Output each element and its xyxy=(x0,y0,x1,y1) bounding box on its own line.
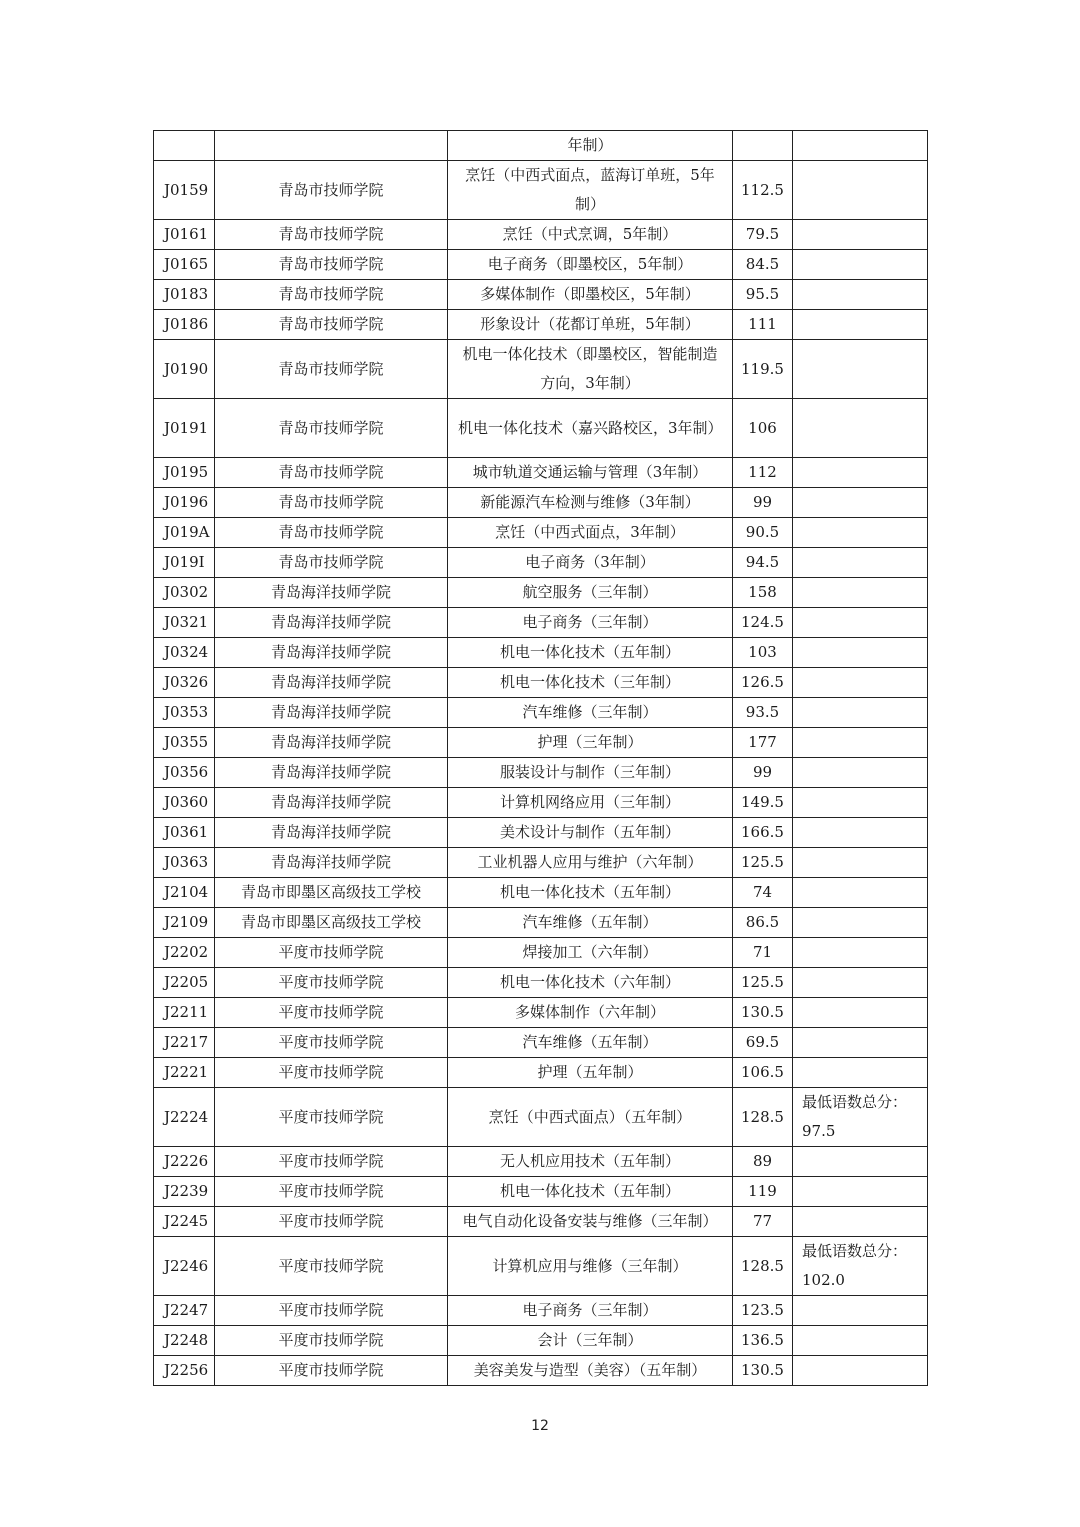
cell-code: J2224 xyxy=(154,1088,215,1147)
table-row xyxy=(154,1296,928,1326)
cell-note xyxy=(793,578,928,608)
cell-score: 158 xyxy=(733,578,793,608)
cell-major: 形象设计（花都订单班，5年制） xyxy=(448,310,733,340)
cell-school: 青岛海洋技师学院 xyxy=(215,728,448,758)
table-row xyxy=(154,818,928,848)
cell-code: J0361 xyxy=(154,818,215,848)
cell-note xyxy=(793,878,928,908)
cell-school: 青岛海洋技师学院 xyxy=(215,668,448,698)
cell-major: 城市轨道交通运输与管理（3年制） xyxy=(448,458,733,488)
cell-note xyxy=(793,1207,928,1237)
cell-school: 青岛海洋技师学院 xyxy=(215,608,448,638)
table-row xyxy=(154,578,928,608)
cell-major: 服装设计与制作（三年制） xyxy=(448,758,733,788)
cell-code: J2246 xyxy=(154,1237,215,1296)
table-row xyxy=(154,668,928,698)
admission-score-table xyxy=(153,130,927,1386)
cell-major: 无人机应用技术（五年制） xyxy=(448,1147,733,1177)
cell-school: 平度市技师学院 xyxy=(215,1207,448,1237)
cell-code: J0183 xyxy=(154,280,215,310)
cell-school: 平度市技师学院 xyxy=(215,968,448,998)
table-row xyxy=(154,788,928,818)
cell-major: 机电一体化技术（五年制） xyxy=(448,1177,733,1207)
table-row xyxy=(154,1177,928,1207)
cell-note xyxy=(793,518,928,548)
cell-major: 汽车维修（五年制） xyxy=(448,908,733,938)
cell-note xyxy=(793,938,928,968)
cell-score: 119.5 xyxy=(733,340,793,399)
cell-school: 青岛市技师学院 xyxy=(215,399,448,458)
cell-school xyxy=(215,131,448,161)
cell-major: 多媒体制作（即墨校区，5年制） xyxy=(448,280,733,310)
cell-school: 平度市技师学院 xyxy=(215,998,448,1028)
cell-note xyxy=(793,728,928,758)
cell-score: 103 xyxy=(733,638,793,668)
cell-score: 106.5 xyxy=(733,1058,793,1088)
cell-school: 青岛海洋技师学院 xyxy=(215,758,448,788)
cell-code: J2245 xyxy=(154,1207,215,1237)
table-row xyxy=(154,908,928,938)
table-row xyxy=(154,220,928,250)
cell-score: 128.5 xyxy=(733,1237,793,1296)
cell-note xyxy=(793,968,928,998)
cell-note xyxy=(793,1296,928,1326)
cell-note xyxy=(793,1356,928,1386)
cell-score: 84.5 xyxy=(733,250,793,280)
table-row xyxy=(154,638,928,668)
cell-score: 130.5 xyxy=(733,1356,793,1386)
cell-school: 青岛市技师学院 xyxy=(215,488,448,518)
cell-school: 平度市技师学院 xyxy=(215,1028,448,1058)
table-row xyxy=(154,1028,928,1058)
cell-code: J0355 xyxy=(154,728,215,758)
cell-score: 124.5 xyxy=(733,608,793,638)
table-row xyxy=(154,310,928,340)
cell-note xyxy=(793,548,928,578)
cell-major: 烹饪（中式烹调，5年制） xyxy=(448,220,733,250)
cell-school: 青岛市技师学院 xyxy=(215,458,448,488)
cell-note xyxy=(793,788,928,818)
cell-note xyxy=(793,758,928,788)
cell-score: 93.5 xyxy=(733,698,793,728)
cell-major: 机电一体化技术（嘉兴路校区，3年制） xyxy=(448,399,733,458)
cell-score: 166.5 xyxy=(733,818,793,848)
cell-score: 125.5 xyxy=(733,968,793,998)
cell-major: 电子商务（三年制） xyxy=(448,1296,733,1326)
cell-major: 工业机器人应用与维护（六年制） xyxy=(448,848,733,878)
cell-school: 平度市技师学院 xyxy=(215,938,448,968)
table-row xyxy=(154,938,928,968)
table-row xyxy=(154,968,928,998)
cell-score: 125.5 xyxy=(733,848,793,878)
cell-score: 79.5 xyxy=(733,220,793,250)
cell-school: 平度市技师学院 xyxy=(215,1147,448,1177)
cell-code: J0360 xyxy=(154,788,215,818)
cell-major: 护理（三年制） xyxy=(448,728,733,758)
cell-note xyxy=(793,280,928,310)
cell-school: 青岛市即墨区高级技工学校 xyxy=(215,878,448,908)
cell-score: 111 xyxy=(733,310,793,340)
table-row xyxy=(154,250,928,280)
cell-major: 汽车维修（三年制） xyxy=(448,698,733,728)
cell-score: 95.5 xyxy=(733,280,793,310)
cell-major: 新能源汽车检测与维修（3年制） xyxy=(448,488,733,518)
table-row xyxy=(154,1237,928,1296)
cell-school: 平度市技师学院 xyxy=(215,1177,448,1207)
cell-note xyxy=(793,1147,928,1177)
table-row xyxy=(154,1356,928,1386)
cell-code: J0161 xyxy=(154,220,215,250)
cell-school: 青岛海洋技师学院 xyxy=(215,638,448,668)
table-row xyxy=(154,161,928,220)
cell-note xyxy=(793,668,928,698)
cell-school: 青岛市技师学院 xyxy=(215,250,448,280)
cell-major: 焊接加工（六年制） xyxy=(448,938,733,968)
cell-major: 烹饪（中西式面点，3年制） xyxy=(448,518,733,548)
cell-note: 最低语数总分：102.0 xyxy=(793,1237,928,1296)
cell-code: J0165 xyxy=(154,250,215,280)
cell-note xyxy=(793,818,928,848)
table-row xyxy=(154,1147,928,1177)
cell-major: 机电一体化技术（五年制） xyxy=(448,878,733,908)
cell-major: 机电一体化技术（即墨校区，智能制造方向，3年制） xyxy=(448,340,733,399)
table-row xyxy=(154,131,928,161)
cell-score: 77 xyxy=(733,1207,793,1237)
cell-note xyxy=(793,220,928,250)
cell-major: 机电一体化技术（六年制） xyxy=(448,968,733,998)
cell-major: 护理（五年制） xyxy=(448,1058,733,1088)
cell-major: 会计（三年制） xyxy=(448,1326,733,1356)
cell-school: 平度市技师学院 xyxy=(215,1237,448,1296)
cell-score: 177 xyxy=(733,728,793,758)
cell-score: 74 xyxy=(733,878,793,908)
cell-school: 青岛海洋技师学院 xyxy=(215,578,448,608)
cell-major: 美容美发与造型（美容）（五年制） xyxy=(448,1356,733,1386)
cell-code: J2202 xyxy=(154,938,215,968)
cell-code: J0353 xyxy=(154,698,215,728)
cell-major: 美术设计与制作（五年制） xyxy=(448,818,733,848)
cell-major: 多媒体制作（六年制） xyxy=(448,998,733,1028)
cell-school: 青岛市技师学院 xyxy=(215,161,448,220)
cell-note xyxy=(793,638,928,668)
cell-major: 烹饪（中西式面点）（五年制） xyxy=(448,1088,733,1147)
cell-note xyxy=(793,488,928,518)
cell-school: 平度市技师学院 xyxy=(215,1356,448,1386)
cell-school: 青岛市技师学院 xyxy=(215,310,448,340)
cell-school: 平度市技师学院 xyxy=(215,1058,448,1088)
cell-major: 电子商务（3年制） xyxy=(448,548,733,578)
cell-school: 青岛市技师学院 xyxy=(215,280,448,310)
cell-note xyxy=(793,340,928,399)
cell-note xyxy=(793,458,928,488)
cell-score xyxy=(733,131,793,161)
cell-score: 86.5 xyxy=(733,908,793,938)
cell-note xyxy=(793,310,928,340)
cell-note xyxy=(793,998,928,1028)
cell-major: 烹饪（中西式面点，蓝海订单班，5年制） xyxy=(448,161,733,220)
cell-score: 112.5 xyxy=(733,161,793,220)
cell-major: 计算机网络应用（三年制） xyxy=(448,788,733,818)
cell-code: J2211 xyxy=(154,998,215,1028)
cell-major: 电子商务（即墨校区，5年制） xyxy=(448,250,733,280)
cell-code xyxy=(154,131,215,161)
cell-major: 电气自动化设备安装与维修（三年制） xyxy=(448,1207,733,1237)
cell-note xyxy=(793,131,928,161)
cell-code: J2256 xyxy=(154,1356,215,1386)
cell-note xyxy=(793,608,928,638)
cell-major: 机电一体化技术（五年制） xyxy=(448,638,733,668)
cell-major: 计算机应用与维修（三年制） xyxy=(448,1237,733,1296)
cell-code: J019I xyxy=(154,548,215,578)
table-row xyxy=(154,518,928,548)
cell-code: J0326 xyxy=(154,668,215,698)
table-row xyxy=(154,1207,928,1237)
cell-note xyxy=(793,1177,928,1207)
table-row xyxy=(154,608,928,638)
cell-code: J2217 xyxy=(154,1028,215,1058)
table-row xyxy=(154,878,928,908)
cell-code: J0196 xyxy=(154,488,215,518)
cell-score: 119 xyxy=(733,1177,793,1207)
table-body xyxy=(154,131,928,1386)
cell-major: 年制） xyxy=(448,131,733,161)
cell-score: 136.5 xyxy=(733,1326,793,1356)
cell-school: 青岛市技师学院 xyxy=(215,548,448,578)
cell-score: 128.5 xyxy=(733,1088,793,1147)
cell-school: 青岛市技师学院 xyxy=(215,220,448,250)
cell-code: J2104 xyxy=(154,878,215,908)
table-row xyxy=(154,488,928,518)
cell-school: 青岛市即墨区高级技工学校 xyxy=(215,908,448,938)
cell-note xyxy=(793,848,928,878)
cell-score: 149.5 xyxy=(733,788,793,818)
table-row xyxy=(154,340,928,399)
cell-major: 机电一体化技术（三年制） xyxy=(448,668,733,698)
table-row xyxy=(154,1088,928,1147)
cell-note xyxy=(793,1058,928,1088)
cell-code: J0186 xyxy=(154,310,215,340)
cell-school: 平度市技师学院 xyxy=(215,1326,448,1356)
page-number: 12 xyxy=(531,1418,549,1434)
cell-score: 69.5 xyxy=(733,1028,793,1058)
cell-school: 平度市技师学院 xyxy=(215,1296,448,1326)
table-row xyxy=(154,698,928,728)
cell-code: J0195 xyxy=(154,458,215,488)
cell-code: J0356 xyxy=(154,758,215,788)
cell-score: 94.5 xyxy=(733,548,793,578)
table-row xyxy=(154,728,928,758)
cell-school: 青岛海洋技师学院 xyxy=(215,788,448,818)
cell-school: 平度市技师学院 xyxy=(215,1088,448,1147)
cell-code: J0363 xyxy=(154,848,215,878)
cell-code: J2205 xyxy=(154,968,215,998)
cell-code: J2248 xyxy=(154,1326,215,1356)
cell-code: J0321 xyxy=(154,608,215,638)
cell-code: J0324 xyxy=(154,638,215,668)
cell-major: 电子商务（三年制） xyxy=(448,608,733,638)
cell-major: 航空服务（三年制） xyxy=(448,578,733,608)
cell-code: J0159 xyxy=(154,161,215,220)
cell-score: 90.5 xyxy=(733,518,793,548)
cell-major: 汽车维修（五年制） xyxy=(448,1028,733,1058)
cell-score: 99 xyxy=(733,758,793,788)
cell-code: J2239 xyxy=(154,1177,215,1207)
table-row xyxy=(154,280,928,310)
cell-score: 112 xyxy=(733,458,793,488)
cell-score: 126.5 xyxy=(733,668,793,698)
cell-note xyxy=(793,908,928,938)
cell-score: 89 xyxy=(733,1147,793,1177)
cell-score: 99 xyxy=(733,488,793,518)
cell-school: 青岛海洋技师学院 xyxy=(215,818,448,848)
cell-code: J2226 xyxy=(154,1147,215,1177)
cell-note xyxy=(793,161,928,220)
cell-school: 青岛市技师学院 xyxy=(215,518,448,548)
cell-code: J0302 xyxy=(154,578,215,608)
cell-note: 最低语数总分：97.5 xyxy=(793,1088,928,1147)
table-row xyxy=(154,998,928,1028)
table-row xyxy=(154,758,928,788)
cell-code: J0190 xyxy=(154,340,215,399)
cell-code: J0191 xyxy=(154,399,215,458)
cell-score: 106 xyxy=(733,399,793,458)
table-row xyxy=(154,1058,928,1088)
cell-score: 71 xyxy=(733,938,793,968)
cell-code: J2247 xyxy=(154,1296,215,1326)
table-row xyxy=(154,548,928,578)
cell-school: 青岛市技师学院 xyxy=(215,340,448,399)
cell-code: J2221 xyxy=(154,1058,215,1088)
cell-note xyxy=(793,250,928,280)
cell-note xyxy=(793,698,928,728)
cell-code: J2109 xyxy=(154,908,215,938)
cell-code: J019A xyxy=(154,518,215,548)
table-row xyxy=(154,1326,928,1356)
table-row xyxy=(154,458,928,488)
table-row xyxy=(154,399,928,458)
cell-note xyxy=(793,399,928,458)
table-row xyxy=(154,848,928,878)
cell-note xyxy=(793,1028,928,1058)
cell-score: 130.5 xyxy=(733,998,793,1028)
cell-note xyxy=(793,1326,928,1356)
cell-school: 青岛海洋技师学院 xyxy=(215,848,448,878)
cell-score: 123.5 xyxy=(733,1296,793,1326)
cell-school: 青岛海洋技师学院 xyxy=(215,698,448,728)
